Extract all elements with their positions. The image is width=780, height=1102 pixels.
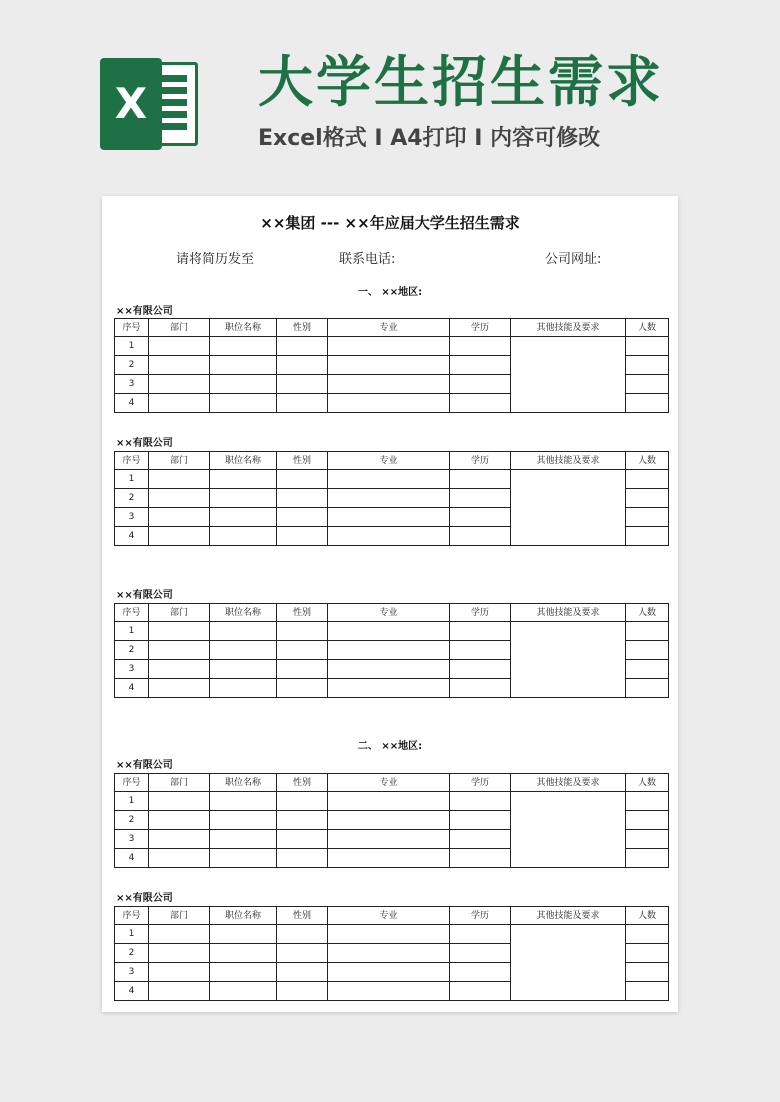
column-header: 人数 (626, 907, 669, 925)
input-cell[interactable] (149, 641, 210, 660)
input-cell[interactable] (328, 982, 450, 1001)
input-cell[interactable] (328, 792, 450, 811)
input-cell[interactable] (626, 660, 669, 679)
column-header: 部门 (149, 452, 210, 470)
input-cell[interactable] (328, 925, 450, 944)
column-header: 性别 (277, 774, 328, 792)
input-cell[interactable] (277, 641, 328, 660)
input-cell[interactable] (210, 982, 277, 1001)
input-cell[interactable] (277, 622, 328, 641)
input-cell[interactable] (450, 394, 511, 413)
column-header: 职位名称 (210, 907, 277, 925)
row-number-cell: 4 (115, 394, 149, 413)
header-banner (0, 0, 780, 190)
column-header: 人数 (626, 452, 669, 470)
column-header: 专业 (328, 907, 450, 925)
input-cell[interactable] (626, 375, 669, 394)
resume-email-label: 请将简历发至 (176, 252, 255, 267)
company-name: ××有限公司 (116, 438, 173, 449)
input-cell[interactable] (210, 527, 277, 546)
input-cell[interactable] (626, 527, 669, 546)
input-cell[interactable] (328, 337, 450, 356)
column-header: 学历 (450, 319, 511, 337)
input-cell[interactable] (210, 394, 277, 413)
input-cell[interactable] (149, 830, 210, 849)
input-cell[interactable] (626, 982, 669, 1001)
input-cell[interactable] (626, 792, 669, 811)
input-cell[interactable] (149, 527, 210, 546)
input-cell[interactable] (210, 944, 277, 963)
input-cell[interactable] (149, 394, 210, 413)
table-row (115, 792, 669, 811)
row-number-cell: 2 (115, 811, 149, 830)
input-cell[interactable] (328, 375, 450, 394)
column-header: 序号 (115, 604, 149, 622)
input-cell[interactable] (328, 508, 450, 527)
input-cell[interactable] (328, 356, 450, 375)
input-cell[interactable] (626, 944, 669, 963)
input-cell[interactable] (149, 337, 210, 356)
input-cell[interactable] (450, 925, 511, 944)
input-cell[interactable] (328, 641, 450, 660)
row-number-cell: 2 (115, 489, 149, 508)
column-header: 其他技能及要求 (511, 452, 626, 470)
column-header: 性别 (277, 319, 328, 337)
input-cell[interactable] (450, 508, 511, 527)
input-cell[interactable] (149, 849, 210, 868)
input-cell[interactable] (149, 925, 210, 944)
input-cell[interactable] (277, 679, 328, 698)
table-row (115, 337, 669, 356)
column-header: 序号 (115, 452, 149, 470)
input-cell[interactable] (328, 489, 450, 508)
column-header: 人数 (626, 774, 669, 792)
row-number-cell: 4 (115, 982, 149, 1001)
input-cell[interactable] (450, 489, 511, 508)
input-cell[interactable] (626, 811, 669, 830)
requirements-table (114, 451, 669, 546)
company-name: ××有限公司 (116, 760, 173, 771)
input-cell[interactable] (328, 527, 450, 546)
input-cell[interactable] (626, 489, 669, 508)
input-cell[interactable] (626, 830, 669, 849)
region-title: 一、 ××地区: (357, 287, 423, 298)
column-header: 专业 (328, 319, 450, 337)
input-cell[interactable] (210, 470, 277, 489)
requirements-table (114, 603, 669, 698)
table-header-row (115, 774, 669, 792)
input-cell[interactable] (277, 375, 328, 394)
input-cell[interactable] (149, 375, 210, 394)
input-cell[interactable] (328, 622, 450, 641)
table-row (115, 622, 669, 641)
column-header: 其他技能及要求 (511, 604, 626, 622)
input-cell[interactable] (328, 470, 450, 489)
skills-requirements-cell[interactable] (511, 792, 626, 868)
input-cell[interactable] (450, 792, 511, 811)
input-cell[interactable] (626, 508, 669, 527)
input-cell[interactable] (149, 470, 210, 489)
column-header: 序号 (115, 319, 149, 337)
logo-letter: X (100, 58, 162, 150)
input-cell[interactable] (450, 337, 511, 356)
column-header: 职位名称 (210, 319, 277, 337)
row-number-cell: 1 (115, 622, 149, 641)
input-cell[interactable] (149, 356, 210, 375)
row-number-cell: 3 (115, 963, 149, 982)
input-cell[interactable] (450, 679, 511, 698)
row-number-cell: 2 (115, 356, 149, 375)
input-cell[interactable] (626, 622, 669, 641)
input-cell[interactable] (450, 982, 511, 1001)
row-number-cell: 3 (115, 660, 149, 679)
input-cell[interactable] (210, 489, 277, 508)
input-cell[interactable] (328, 830, 450, 849)
input-cell[interactable] (277, 963, 328, 982)
table-row (115, 925, 669, 944)
input-cell[interactable] (328, 849, 450, 868)
column-header: 专业 (328, 774, 450, 792)
column-header: 性别 (277, 452, 328, 470)
column-header: 职位名称 (210, 604, 277, 622)
document-sheet (102, 196, 678, 1012)
input-cell[interactable] (626, 356, 669, 375)
region-title: 二、 ××地区: (357, 741, 423, 752)
input-cell[interactable] (210, 925, 277, 944)
page-title: 大学生招生需求 (258, 50, 665, 114)
input-cell[interactable] (210, 356, 277, 375)
input-cell[interactable] (450, 963, 511, 982)
column-header: 学历 (450, 604, 511, 622)
input-cell[interactable] (626, 925, 669, 944)
column-header: 部门 (149, 319, 210, 337)
company-name: ××有限公司 (116, 590, 173, 601)
column-header: 其他技能及要求 (511, 319, 626, 337)
row-number-cell: 4 (115, 679, 149, 698)
row-number-cell: 2 (115, 944, 149, 963)
input-cell[interactable] (626, 394, 669, 413)
input-cell[interactable] (277, 508, 328, 527)
page-subtitle: Excel格式 I A4打印 I 内容可修改 (258, 126, 601, 151)
input-cell[interactable] (210, 641, 277, 660)
input-cell[interactable] (277, 792, 328, 811)
column-header: 人数 (626, 319, 669, 337)
column-header: 学历 (450, 774, 511, 792)
input-cell[interactable] (450, 622, 511, 641)
excel-logo-icon (98, 56, 200, 152)
column-header: 专业 (328, 604, 450, 622)
row-number-cell: 4 (115, 527, 149, 546)
column-header: 人数 (626, 604, 669, 622)
input-cell[interactable] (277, 356, 328, 375)
input-cell[interactable] (210, 622, 277, 641)
input-cell[interactable] (626, 963, 669, 982)
input-cell[interactable] (450, 356, 511, 375)
column-header: 其他技能及要求 (511, 907, 626, 925)
column-header: 部门 (149, 604, 210, 622)
input-cell[interactable] (149, 489, 210, 508)
row-number-cell: 3 (115, 830, 149, 849)
input-cell[interactable] (149, 982, 210, 1001)
input-cell[interactable] (149, 792, 210, 811)
input-cell[interactable] (210, 679, 277, 698)
input-cell[interactable] (450, 375, 511, 394)
input-cell[interactable] (450, 811, 511, 830)
document-title: ××集团 --- ××年应届大学生招生需求 (260, 214, 520, 232)
input-cell[interactable] (277, 660, 328, 679)
requirements-table (114, 906, 669, 1001)
input-cell[interactable] (450, 527, 511, 546)
table-header-row (115, 907, 669, 925)
input-cell[interactable] (210, 375, 277, 394)
column-header: 其他技能及要求 (511, 774, 626, 792)
input-cell[interactable] (626, 849, 669, 868)
column-header: 性别 (277, 907, 328, 925)
input-cell[interactable] (210, 337, 277, 356)
input-cell[interactable] (210, 849, 277, 868)
input-cell[interactable] (277, 849, 328, 868)
input-cell[interactable] (328, 679, 450, 698)
skills-requirements-cell[interactable] (511, 622, 626, 698)
input-cell[interactable] (626, 470, 669, 489)
row-number-cell: 1 (115, 470, 149, 489)
input-cell[interactable] (149, 679, 210, 698)
input-cell[interactable] (149, 508, 210, 527)
input-cell[interactable] (450, 641, 511, 660)
row-number-cell: 3 (115, 375, 149, 394)
input-cell[interactable] (277, 337, 328, 356)
column-header: 性别 (277, 604, 328, 622)
input-cell[interactable] (210, 792, 277, 811)
input-cell[interactable] (210, 830, 277, 849)
table-header-row (115, 604, 669, 622)
input-cell[interactable] (149, 660, 210, 679)
input-cell[interactable] (210, 508, 277, 527)
website-label: 公司网址: (545, 252, 602, 267)
input-cell[interactable] (210, 660, 277, 679)
input-cell[interactable] (450, 944, 511, 963)
column-header: 部门 (149, 774, 210, 792)
input-cell[interactable] (626, 337, 669, 356)
column-header: 学历 (450, 452, 511, 470)
input-cell[interactable] (149, 811, 210, 830)
input-cell[interactable] (277, 925, 328, 944)
column-header: 职位名称 (210, 774, 277, 792)
column-header: 部门 (149, 907, 210, 925)
company-name: ××有限公司 (116, 893, 173, 904)
input-cell[interactable] (328, 963, 450, 982)
skills-requirements-cell[interactable] (511, 337, 626, 413)
input-cell[interactable] (210, 811, 277, 830)
input-cell[interactable] (277, 830, 328, 849)
skills-requirements-cell[interactable] (511, 470, 626, 546)
row-number-cell: 1 (115, 792, 149, 811)
row-number-cell: 2 (115, 641, 149, 660)
row-number-cell: 3 (115, 508, 149, 527)
input-cell[interactable] (328, 811, 450, 830)
skills-requirements-cell[interactable] (511, 925, 626, 1001)
input-cell[interactable] (277, 944, 328, 963)
input-cell[interactable] (328, 944, 450, 963)
requirements-table (114, 318, 669, 413)
column-header: 序号 (115, 774, 149, 792)
column-header: 学历 (450, 907, 511, 925)
input-cell[interactable] (149, 963, 210, 982)
input-cell[interactable] (328, 394, 450, 413)
input-cell[interactable] (277, 394, 328, 413)
row-number-cell: 4 (115, 849, 149, 868)
company-name: ××有限公司 (116, 306, 173, 317)
input-cell[interactable] (450, 830, 511, 849)
phone-label: 联系电话: (339, 252, 396, 267)
input-cell[interactable] (450, 470, 511, 489)
input-cell[interactable] (277, 982, 328, 1001)
column-header: 职位名称 (210, 452, 277, 470)
input-cell[interactable] (626, 641, 669, 660)
table-row (115, 470, 669, 489)
input-cell[interactable] (626, 679, 669, 698)
input-cell[interactable] (277, 811, 328, 830)
input-cell[interactable] (210, 963, 277, 982)
column-header: 序号 (115, 907, 149, 925)
input-cell[interactable] (277, 470, 328, 489)
input-cell[interactable] (328, 660, 450, 679)
input-cell[interactable] (450, 660, 511, 679)
input-cell[interactable] (149, 622, 210, 641)
row-number-cell: 1 (115, 925, 149, 944)
input-cell[interactable] (450, 849, 511, 868)
row-number-cell: 1 (115, 337, 149, 356)
input-cell[interactable] (277, 527, 328, 546)
table-header-row (115, 452, 669, 470)
input-cell[interactable] (277, 489, 328, 508)
table-header-row (115, 319, 669, 337)
requirements-table (114, 773, 669, 868)
column-header: 专业 (328, 452, 450, 470)
input-cell[interactable] (149, 944, 210, 963)
